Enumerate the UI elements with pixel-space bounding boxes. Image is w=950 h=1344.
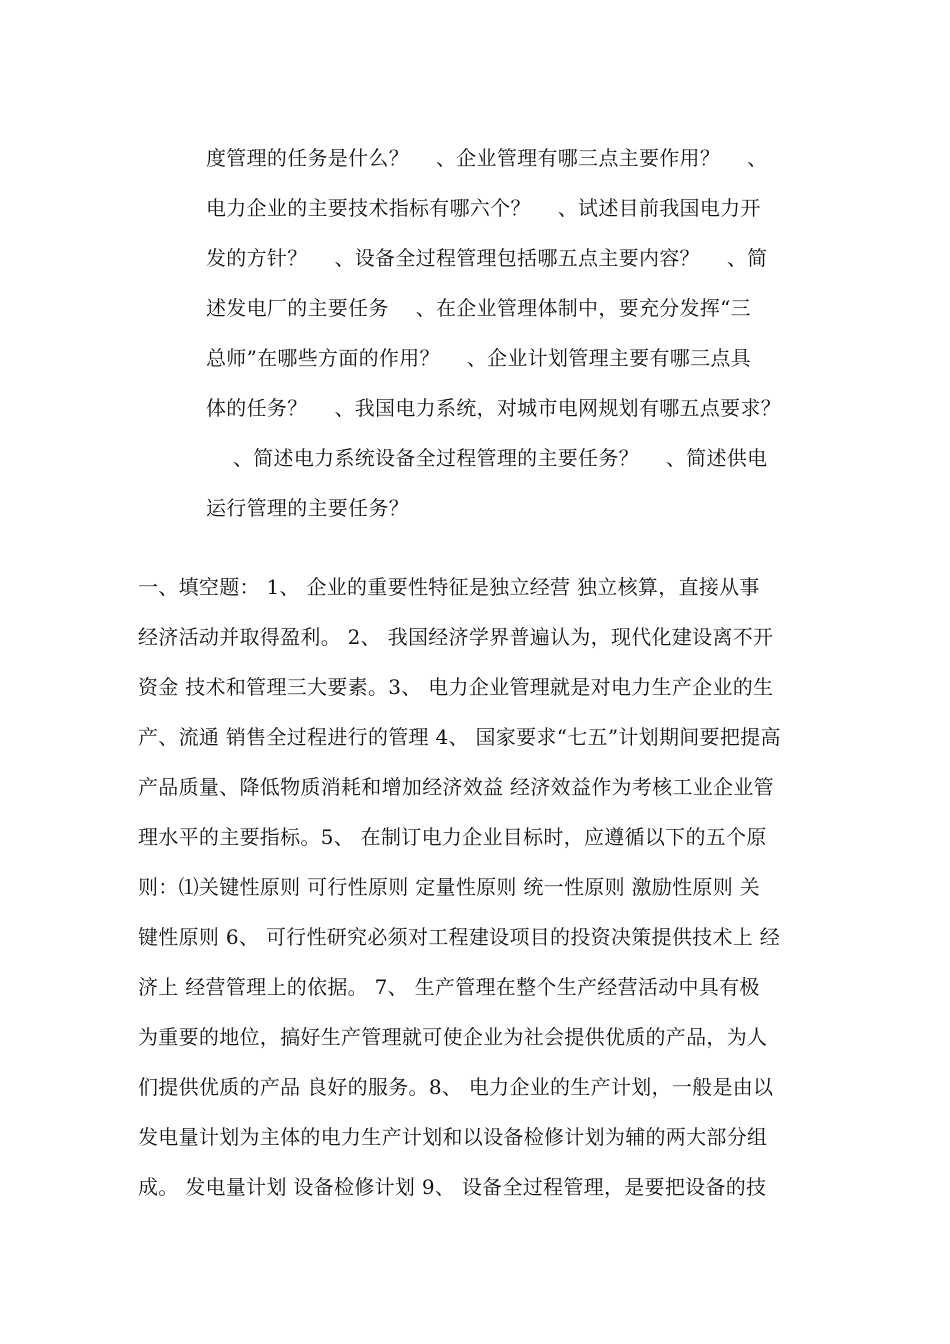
question-line: 运行管理的主要任务？ bbox=[206, 496, 409, 520]
fill-blank-line: 为重要的地位，搞好生产管理就可使企业为社会提供优质的产品，为人 bbox=[138, 1025, 768, 1049]
fill-blank-line: 产品质量、降低物质消耗和增加经济效益 经济效益作为考核工业企业管 bbox=[138, 775, 774, 799]
question-line: 、简述电力系统设备全过程管理的主要任务？ 、简述供电 bbox=[206, 446, 768, 470]
fill-blank-line: 们提供优质的产品 良好的服务。8、 电力企业的生产计划，一般是由以 bbox=[138, 1075, 774, 1099]
question-line: 述发电厂的主要任务 、在企业管理体制中，要充分发挥“三 bbox=[206, 296, 751, 320]
fill-blank-line: 理水平的主要指标。5、 在制订电力企业目标时，应遵循以下的五个原 bbox=[138, 825, 767, 849]
fill-blank-line: 济上 经营管理上的依据。 7、 生产管理在整个生产经营活动中具有极 bbox=[138, 975, 760, 999]
fill-blank-line: 产、流通 销售全过程进行的管理 4、 国家要求“七五”计划期间要把提高 bbox=[138, 725, 781, 749]
fill-blank-line: 则：⑴关键性原则 可行性原则 定量性原则 统一性原则 激励性原则 关 bbox=[138, 875, 760, 899]
fill-blank-line: 键性原则 6、 可行性研究必须对工程建设项目的投资决策提供技术上 经 bbox=[138, 925, 780, 949]
question-line: 度管理的任务是什么？ 、企业管理有哪三点主要作用？ 、 bbox=[206, 146, 768, 170]
fill-blank-line: 经济活动并取得盈利。 2、 我国经济学界普遍认为，现代化建设离不开 bbox=[138, 625, 774, 649]
question-line: 发的方针？ 、设备全过程管理包括哪五点主要内容？ 、简 bbox=[206, 246, 768, 270]
fill-blank-line: 发电量计划为主体的电力生产计划和以设备检修计划为辅的两大部分组 bbox=[138, 1125, 768, 1149]
question-line: 总师”在哪些方面的作用？ 、企业计划管理主要有哪三点具 bbox=[206, 346, 751, 370]
fill-blank-line: 成。 发电量计划 设备检修计划 9、 设备全过程管理，是要把设备的技 bbox=[138, 1175, 767, 1199]
question-line: 电力企业的主要技术指标有哪六个？ 、试述目前我国电力开 bbox=[206, 196, 761, 220]
fill-blank-line: 资金 技术和管理三大要素。3、 电力企业管理就是对电力生产企业的生 bbox=[138, 675, 774, 699]
question-line: 体的任务？ 、我国电力系统，对城市电网规划有哪五点要求？ bbox=[206, 396, 782, 420]
fill-blank-line: 一、填空题： 1、 企业的重要性特征是独立经营 独立核算，直接从事 bbox=[138, 575, 760, 599]
